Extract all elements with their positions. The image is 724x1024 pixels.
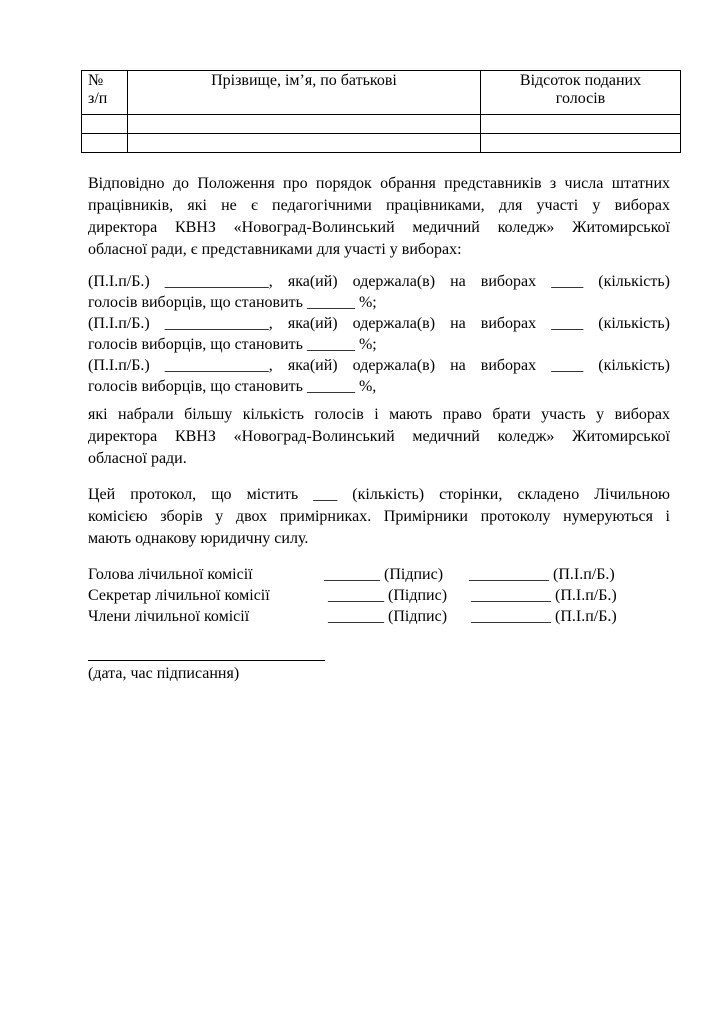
table-cell [128, 115, 481, 134]
table-cell [481, 134, 681, 153]
header-percent [481, 71, 681, 115]
table-cell [82, 134, 128, 153]
candidate-line: (П.І.п/Б.) _____________, яка(ий) одержала(в) на виборах ____ (кількість) [88, 357, 670, 374]
date-signature-line [88, 660, 325, 661]
signature-name-field: __________ (П.І.п/Б.) [471, 587, 617, 604]
conclusion-paragraph [88, 404, 670, 470]
votes-table [81, 70, 681, 153]
protocol-line: комісією зборів у двох примірниках. Примірники протоколу нумеруються і [88, 508, 670, 525]
protocol-line: Цей протокол, що містить ___ (кількість) сторінки, складено Лічильною [88, 486, 670, 503]
table-cell [128, 134, 481, 153]
protocol-paragraph [88, 484, 670, 550]
candidates-list [88, 271, 670, 397]
conclusion-line: директора КВНЗ «Новоград-Волинський медичний коледж» Житомирської [88, 428, 670, 445]
header-number-line1: № [88, 72, 104, 89]
header-number-line2: з/п [88, 90, 108, 107]
signature-sign-field: _______ (Підпис) [324, 566, 444, 583]
signature-name-field: __________ (П.І.п/Б.) [469, 566, 615, 583]
signature-row [88, 585, 648, 606]
candidate-votes-line: голосів виборців, що становить ______ %; [88, 294, 377, 311]
signatures-block [88, 564, 648, 627]
signature-role: Члени лічильної комісії [88, 608, 250, 625]
intro-line: працівників, які не є педагогічними працівниками, для участі у виборах [88, 197, 670, 214]
intro-paragraph [88, 173, 670, 261]
signature-role: Секретар лічильної комісії [88, 587, 270, 604]
table-cell [82, 115, 128, 134]
table-header-row [82, 71, 681, 115]
signature-sign-field: _______ (Підпис) [328, 608, 448, 625]
signature-sign-field: _______ (Підпис) [328, 587, 448, 604]
date-caption: (дата, час підписання) [88, 665, 240, 682]
signature-name-field: __________ (П.І.п/Б.) [471, 608, 617, 625]
candidate-votes-line: голосів виборців, що становить ______ %; [88, 336, 377, 353]
header-percent-line2: голосів [555, 90, 606, 107]
signature-row [88, 564, 648, 585]
header-name: Прізвище, ім’я, по батькові [128, 71, 481, 115]
intro-line: Відповідно до Положення про порядок обрання представників з числа штатних [88, 175, 670, 192]
candidate-line: (П.І.п/Б.) _____________, яка(ий) одержала(в) на виборах ____ (кількість) [88, 273, 670, 290]
header-percent-line1: Відсоток поданих [519, 72, 642, 89]
candidate-votes-line: голосів виборців, що становить ______ %, [88, 378, 377, 395]
protocol-line: мають однакову юридичну силу. [88, 530, 309, 547]
table-cell [481, 115, 681, 134]
conclusion-line: обласної ради. [88, 450, 187, 467]
signature-row [88, 606, 648, 627]
header-number [82, 71, 128, 115]
intro-line: обласної ради, є представниками для участі у виборах: [88, 241, 462, 258]
signature-role: Голова лічильної комісії [88, 566, 253, 583]
table-row [82, 134, 681, 153]
candidate-line: (П.І.п/Б.) _____________, яка(ий) одержала(в) на виборах ____ (кількість) [88, 315, 670, 332]
conclusion-line: які набрали більшу кількість голосів і мають право брати участь у виборах [88, 406, 670, 423]
table-row [82, 115, 681, 134]
intro-line: директора КВНЗ «Новоград-Волинський медичний коледж» Житомирської [88, 219, 670, 236]
